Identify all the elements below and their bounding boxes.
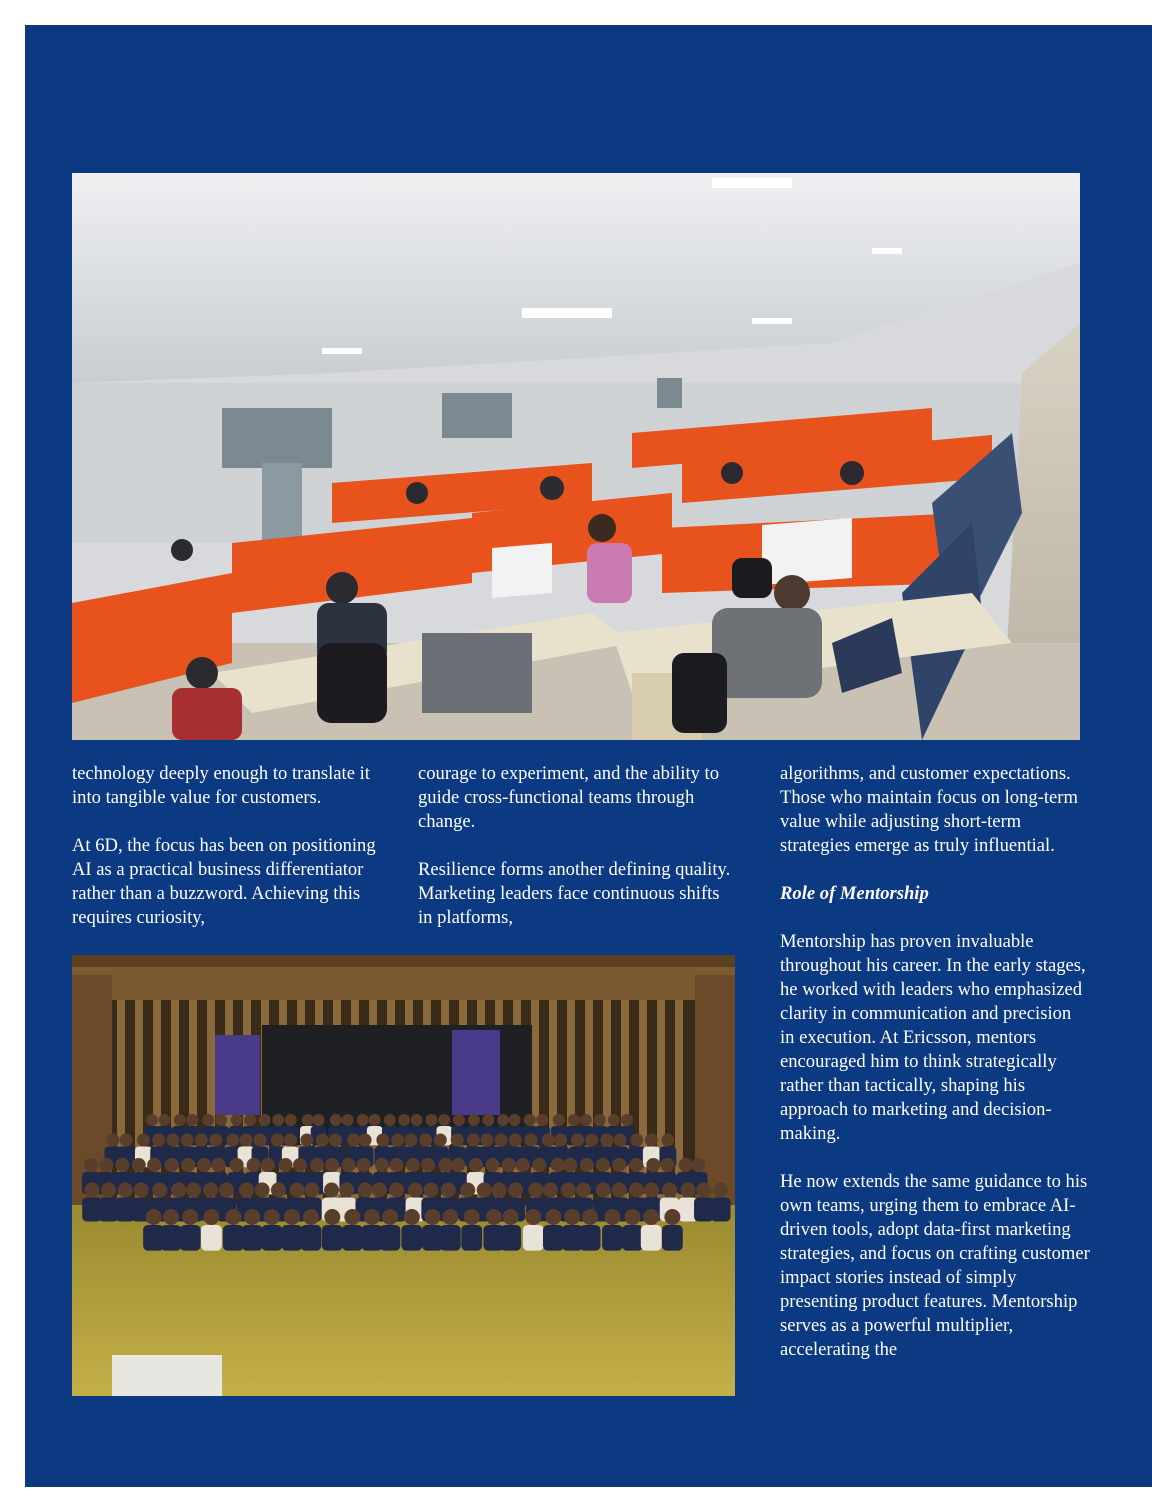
paragraph: Mentorship has proven invaluable throughout his career. In the early stages, he worked with leaders who emphasized clarity in communication and precision in execution. At Ericsson, mentors encouraged him to think strategically rather than tactically, shaping his approach to marketing and decision-making. <box>780 931 1086 1144</box>
section-heading: Role of Mentorship <box>780 883 929 904</box>
paragraph: technology deeply enough to translate it into tangible value for customers. <box>72 763 370 808</box>
paragraph: He now extends the same guidance to his own teams, urging them to embrace AI-driven tools, adopt data-first marketing strategies, and focus on crafting customer impact stories instead of simply presenting product features. Mentorship serves as a powerful multiplier, accelerating the <box>780 1171 1090 1360</box>
office-photo <box>72 173 1080 740</box>
text-column-1 <box>72 762 392 954</box>
paragraph: At 6D, the focus has been on positioning AI as a practical business differentiator rather than a buzzword. Achieving this requires curiosity, <box>72 835 376 928</box>
text-column-3 <box>780 762 1090 1386</box>
text-column-2 <box>418 762 738 954</box>
group-photo <box>72 955 735 1396</box>
paragraph: Resilience forms another defining quality. Marketing leaders face continuous shifts in platforms, <box>418 859 731 928</box>
paragraph: courage to experiment, and the ability to guide cross-functional teams through change. <box>418 763 720 832</box>
paragraph: algorithms, and customer expectations. Those who maintain focus on long-term value while adjusting short-term strategies emerge as truly influential. <box>780 763 1078 856</box>
